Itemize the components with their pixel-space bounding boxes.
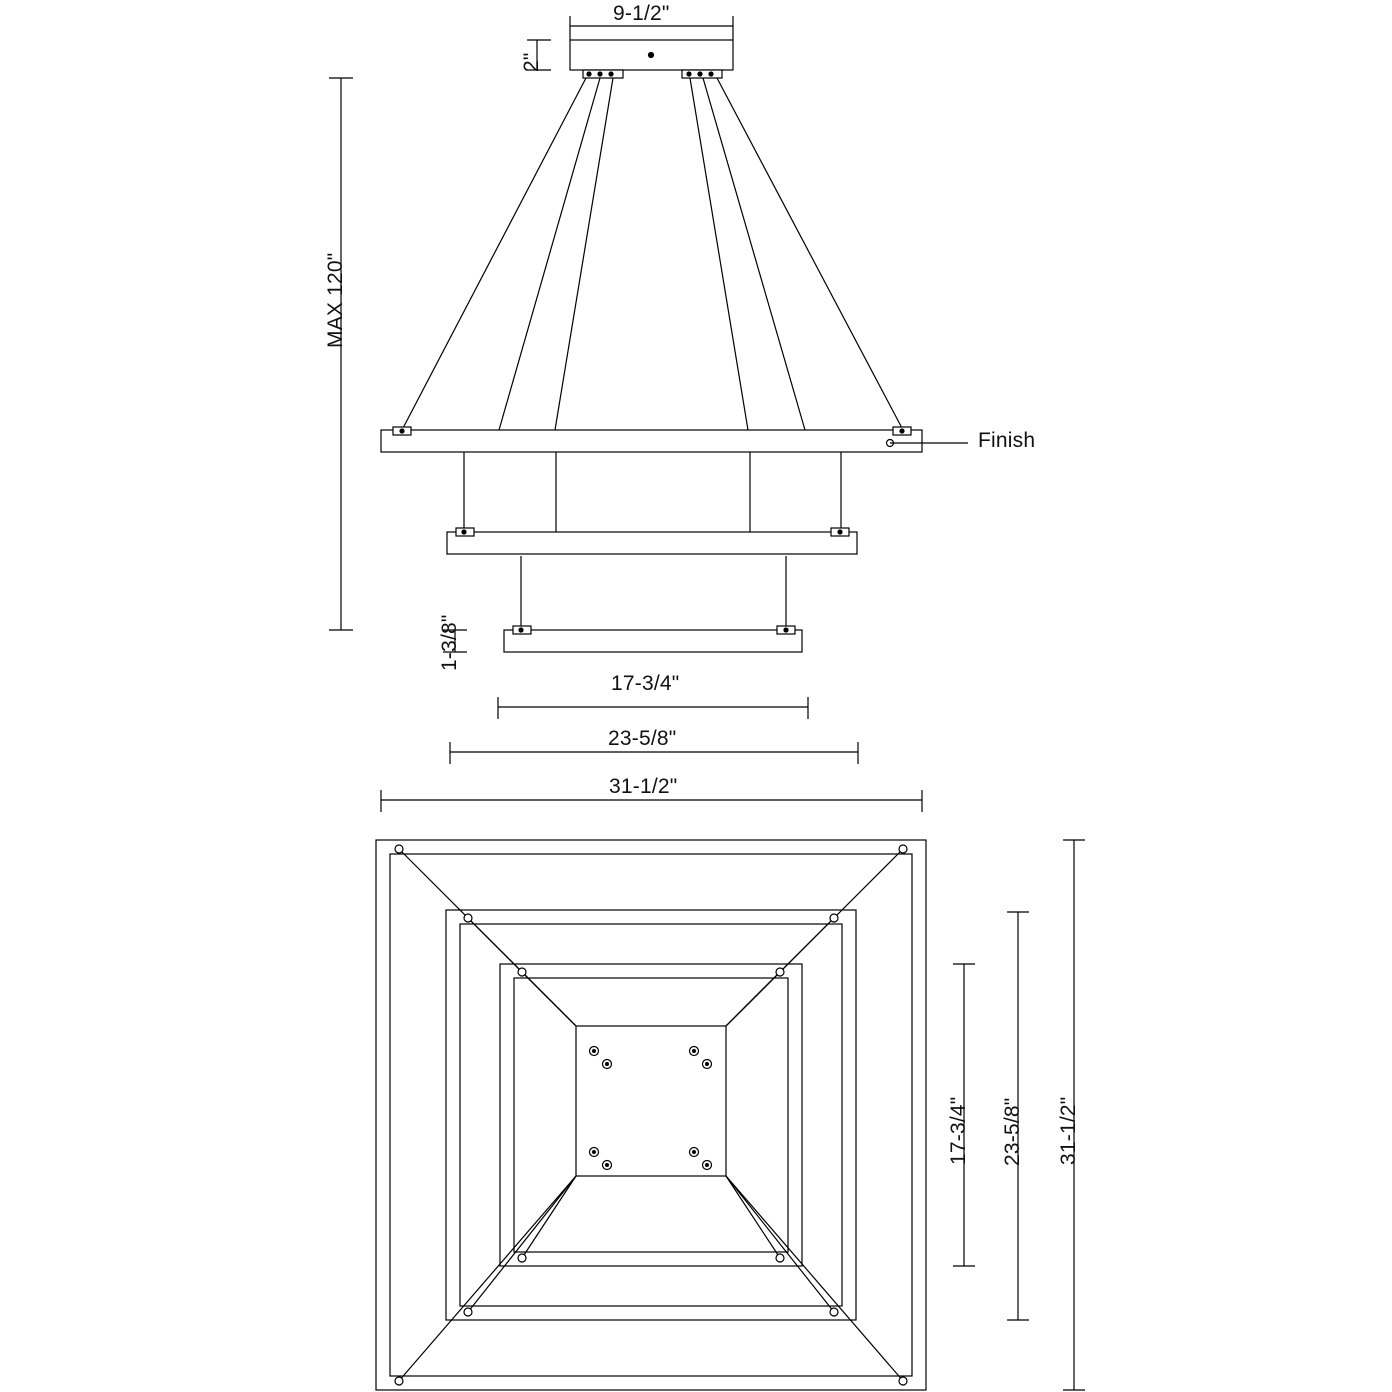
label-canopy-height: 2" [520, 52, 543, 72]
label-canopy-width: 9-1/2" [613, 2, 670, 25]
dim-max-drop [329, 78, 353, 630]
plan-view [376, 840, 926, 1390]
label-tier-large: 31-1/2" [609, 775, 678, 798]
canopy [570, 40, 733, 78]
label-max-drop: MAX 120" [324, 252, 347, 348]
label-finish: Finish [978, 429, 1036, 452]
dim-tier-small [498, 697, 808, 719]
label-plan-medium: 23-5/8" [1001, 1097, 1024, 1166]
tier-middle-elevation [447, 528, 857, 554]
tier-outer-elevation [381, 427, 922, 452]
label-tier-small: 17-3/4" [611, 672, 680, 695]
tier-inner-elevation [504, 626, 802, 652]
label-frame-thickness: 1-3/8" [438, 614, 461, 671]
label-plan-small: 17-3/4" [947, 1096, 970, 1165]
label-tier-medium: 23-5/8" [608, 727, 677, 750]
label-plan-large: 31-1/2" [1057, 1096, 1080, 1165]
